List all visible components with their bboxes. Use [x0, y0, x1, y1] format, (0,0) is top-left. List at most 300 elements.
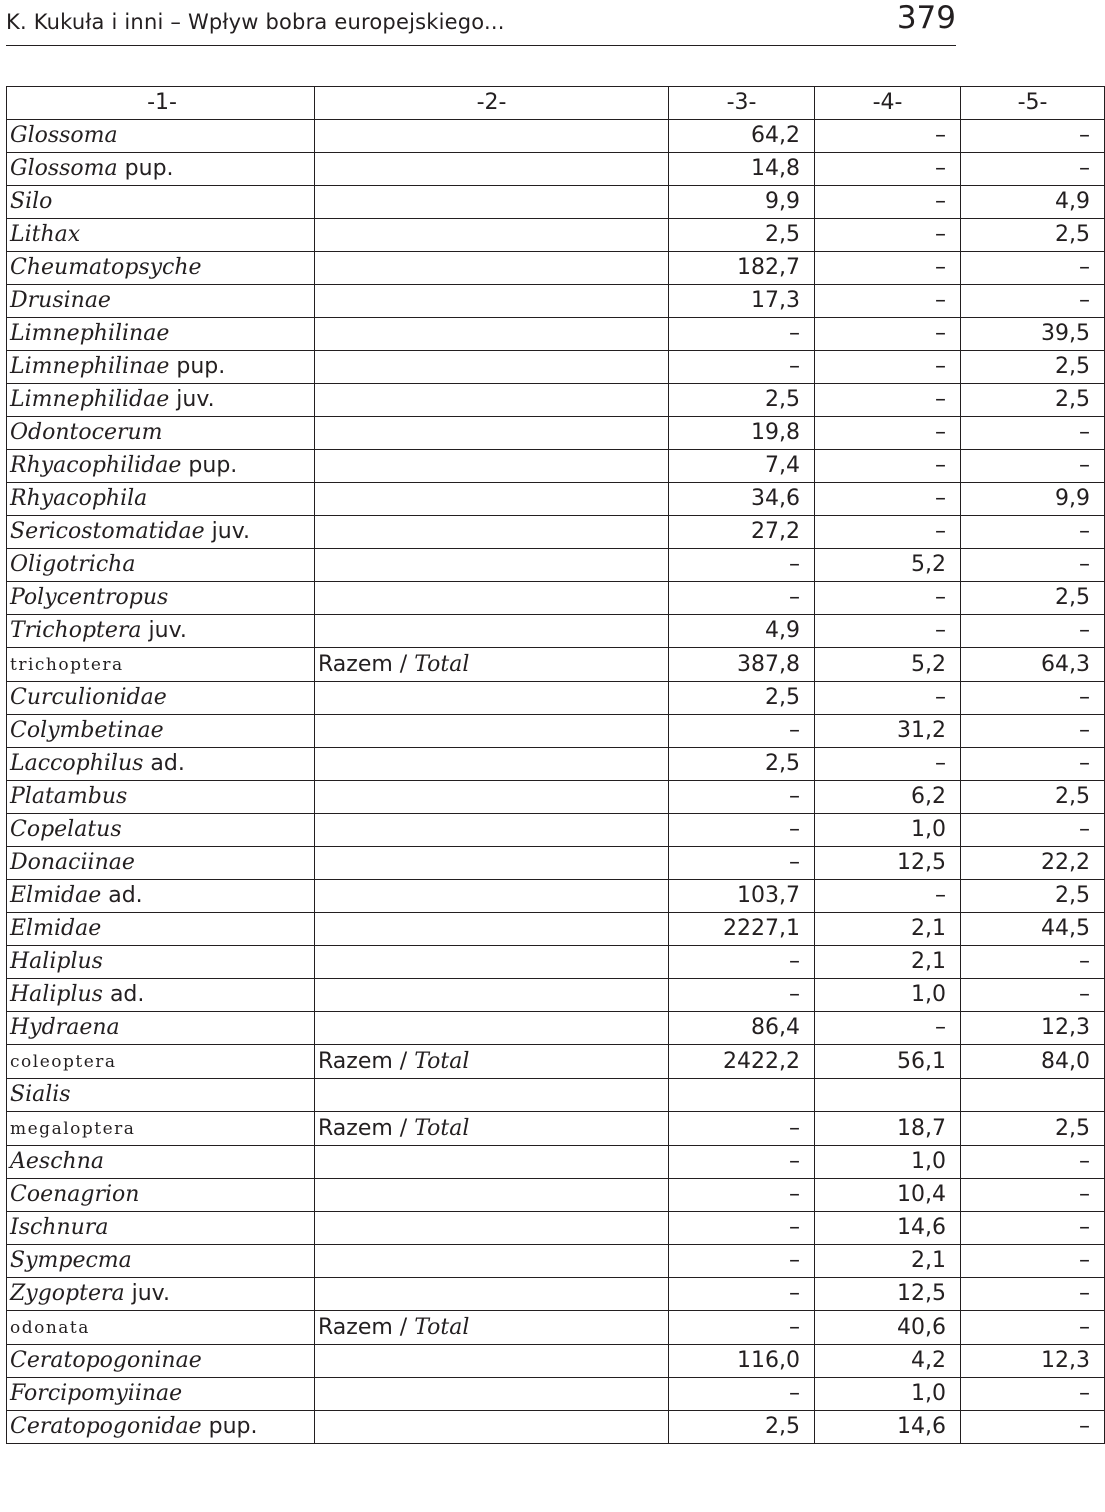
- taxon-cell: [7, 384, 315, 417]
- total-row: [7, 648, 1105, 682]
- total-label-cell: [315, 715, 669, 748]
- value-cell-c5: 2,5: [961, 582, 1105, 615]
- total-label-cell: [315, 582, 669, 615]
- value-cell-c3: 9,9: [669, 186, 815, 219]
- taxon-name: Oligotricha: [10, 552, 136, 577]
- taxon-name: Haliplus: [10, 949, 103, 974]
- table-row: [7, 153, 1105, 186]
- value-cell-c4: 2,1: [815, 913, 961, 946]
- value-cell-c5: –: [961, 549, 1105, 582]
- table-row: [7, 847, 1105, 880]
- taxon-cell: [7, 186, 315, 219]
- total-label-cell: [315, 1112, 669, 1146]
- value-cell-c4: –: [815, 615, 961, 648]
- value-cell-c3: –: [669, 979, 815, 1012]
- value-cell-c4: 2,1: [815, 946, 961, 979]
- taxon-cell: [7, 1212, 315, 1245]
- column-header: -5-: [961, 87, 1105, 120]
- value-cell-c5: 22,2: [961, 847, 1105, 880]
- taxon-stage: ad.: [143, 751, 185, 776]
- taxon-cell: [7, 1112, 315, 1146]
- taxon-cell: [7, 1179, 315, 1212]
- table-row: [7, 450, 1105, 483]
- value-cell-c5: –: [961, 417, 1105, 450]
- value-cell-c4: –: [815, 417, 961, 450]
- taxon-cell: [7, 946, 315, 979]
- taxon-cell: [7, 913, 315, 946]
- value-cell-c4: –: [815, 450, 961, 483]
- taxon-cell: [7, 1079, 315, 1112]
- table-row: [7, 186, 1105, 219]
- table-row: [7, 483, 1105, 516]
- value-cell-c5: 84,0: [961, 1045, 1105, 1079]
- taxon-cell: [7, 285, 315, 318]
- total-label-cell: [315, 1378, 669, 1411]
- value-cell-c4: 1,0: [815, 814, 961, 847]
- column-header: -4-: [815, 87, 961, 120]
- value-cell-c3: 2422,2: [669, 1045, 815, 1079]
- taxon-cell: [7, 219, 315, 252]
- total-label-cell: [315, 814, 669, 847]
- taxon-cell: [7, 1411, 315, 1444]
- value-cell-c3: 4,9: [669, 615, 815, 648]
- table-row: [7, 582, 1105, 615]
- taxon-stage: ad.: [102, 982, 145, 1007]
- value-cell-c5: –: [961, 1146, 1105, 1179]
- total-label-cell: [315, 351, 669, 384]
- value-cell-c3: 27,2: [669, 516, 815, 549]
- value-cell-c5: –: [961, 516, 1105, 549]
- total-label-cell: [315, 847, 669, 880]
- taxon-cell: [7, 450, 315, 483]
- value-cell-c3: –: [669, 1212, 815, 1245]
- value-cell-c4: –: [815, 880, 961, 913]
- value-cell-c5: –: [961, 252, 1105, 285]
- taxon-cell: [7, 1245, 315, 1278]
- page-header: [6, 0, 956, 46]
- taxon-cell: [7, 516, 315, 549]
- total-label-cell: [315, 1411, 669, 1444]
- table-row: [7, 1278, 1105, 1311]
- value-cell-c3: 14,8: [669, 153, 815, 186]
- taxon-name: Limnephilinae: [10, 354, 170, 379]
- total-label-cell: [315, 318, 669, 351]
- taxon-name: Glossoma: [10, 156, 118, 181]
- value-cell-c3: 17,3: [669, 285, 815, 318]
- table-row: [7, 219, 1105, 252]
- total-label: Razem /: [318, 1314, 415, 1340]
- value-cell-c5: –: [961, 1311, 1105, 1345]
- taxon-cell: [7, 1311, 315, 1345]
- value-cell-c3: –: [669, 715, 815, 748]
- taxon-name: Colymbetinae: [10, 718, 164, 743]
- taxon-name: Rhyacophilidae: [10, 453, 182, 478]
- total-label-cell: [315, 1245, 669, 1278]
- taxon-name: Rhyacophila: [10, 486, 148, 511]
- column-header: -2-: [315, 87, 669, 120]
- taxon-name: Limnephilidae: [10, 387, 170, 412]
- value-cell-c5: –: [961, 1411, 1105, 1444]
- value-cell-c5: 12,3: [961, 1345, 1105, 1378]
- table-row: [7, 516, 1105, 549]
- taxon-cell: [7, 582, 315, 615]
- taxon-cell: [7, 1045, 315, 1079]
- value-cell-c4: 4,2: [815, 1345, 961, 1378]
- value-cell-c5: –: [961, 615, 1105, 648]
- value-cell-c5: [961, 1079, 1105, 1112]
- value-cell-c5: –: [961, 1179, 1105, 1212]
- value-cell-c4: 12,5: [815, 1278, 961, 1311]
- total-label-cell: [315, 384, 669, 417]
- table-row: [7, 880, 1105, 913]
- table-row: [7, 946, 1105, 979]
- taxon-name: Donaciinae: [10, 850, 135, 875]
- total-label-cell: [315, 1311, 669, 1345]
- value-cell-c3: 387,8: [669, 648, 815, 682]
- value-cell-c5: –: [961, 979, 1105, 1012]
- taxon-name: Ischnura: [10, 1215, 109, 1240]
- total-label-cell: [315, 1212, 669, 1245]
- value-cell-c3: 2,5: [669, 682, 815, 715]
- value-cell-c5: –: [961, 748, 1105, 781]
- column-header: -3-: [669, 87, 815, 120]
- taxon-name: Cheumatopsyche: [10, 255, 202, 280]
- taxon-cell: [7, 814, 315, 847]
- total-label: Razem /: [318, 651, 415, 677]
- table-row: [7, 1411, 1105, 1444]
- group-name: odonata: [10, 1318, 90, 1338]
- value-cell-c5: 2,5: [961, 351, 1105, 384]
- value-cell-c4: –: [815, 153, 961, 186]
- table-row: [7, 979, 1105, 1012]
- table-row: [7, 120, 1105, 153]
- value-cell-c4: –: [815, 682, 961, 715]
- value-cell-c4: 14,6: [815, 1411, 961, 1444]
- value-cell-c4: 14,6: [815, 1212, 961, 1245]
- taxon-name: Drusinae: [10, 288, 111, 313]
- table-row: [7, 1378, 1105, 1411]
- table-row: [7, 913, 1105, 946]
- value-cell-c4: 40,6: [815, 1311, 961, 1345]
- value-cell-c4: 10,4: [815, 1179, 961, 1212]
- table-row: [7, 318, 1105, 351]
- value-cell-c4: –: [815, 351, 961, 384]
- value-cell-c4: 12,5: [815, 847, 961, 880]
- running-title: K. Kukuła i inni – Wpływ bobra europejskiego...: [6, 10, 505, 34]
- group-name: trichoptera: [10, 655, 124, 675]
- value-cell-c4: 5,2: [815, 648, 961, 682]
- value-cell-c4: –: [815, 186, 961, 219]
- taxon-name: Platambus: [10, 784, 128, 809]
- taxon-stage: pup.: [117, 156, 174, 181]
- taxon-cell: [7, 1012, 315, 1045]
- value-cell-c3: –: [669, 946, 815, 979]
- total-label-cell: [315, 648, 669, 682]
- value-cell-c3: –: [669, 1311, 815, 1345]
- taxon-name: Sialis: [10, 1082, 71, 1107]
- table-row: [7, 549, 1105, 582]
- value-cell-c3: 182,7: [669, 252, 815, 285]
- taxon-cell: [7, 781, 315, 814]
- taxon-name: Lithax: [10, 222, 81, 247]
- value-cell-c5: –: [961, 1212, 1105, 1245]
- taxon-cell: [7, 615, 315, 648]
- total-label-cell: [315, 120, 669, 153]
- taxon-stage: ad.: [101, 883, 143, 908]
- taxa-table: [6, 86, 1105, 1444]
- total-label-cell: [315, 880, 669, 913]
- total-label-cell: [315, 483, 669, 516]
- table-row: [7, 417, 1105, 450]
- value-cell-c5: –: [961, 450, 1105, 483]
- value-cell-c5: –: [961, 153, 1105, 186]
- value-cell-c4: –: [815, 252, 961, 285]
- value-cell-c5: 12,3: [961, 1012, 1105, 1045]
- value-cell-c3: –: [669, 549, 815, 582]
- page-number: 379: [896, 0, 956, 36]
- value-cell-c3: –: [669, 1146, 815, 1179]
- value-cell-c3: –: [669, 318, 815, 351]
- value-cell-c4: –: [815, 384, 961, 417]
- table-row: [7, 1345, 1105, 1378]
- taxon-name: Trichoptera: [10, 618, 142, 643]
- total-label-cell: [315, 252, 669, 285]
- taxon-stage: juv.: [124, 1281, 170, 1306]
- taxon-name: Ceratopogoninae: [10, 1348, 202, 1373]
- value-cell-c4: 1,0: [815, 1378, 961, 1411]
- value-cell-c5: –: [961, 1278, 1105, 1311]
- total-row: [7, 1045, 1105, 1079]
- value-cell-c4: –: [815, 582, 961, 615]
- taxon-name: Haliplus: [10, 982, 103, 1007]
- taxon-cell: [7, 1345, 315, 1378]
- value-cell-c5: –: [961, 1378, 1105, 1411]
- taxon-cell: [7, 318, 315, 351]
- taxon-cell: [7, 1278, 315, 1311]
- taxon-name: Zygoptera: [10, 1281, 125, 1306]
- taxon-cell: [7, 1378, 315, 1411]
- taxon-name: Ceratopogonidae: [10, 1414, 202, 1439]
- table-row: [7, 384, 1105, 417]
- value-cell-c4: –: [815, 1012, 961, 1045]
- total-label-cell: [315, 1012, 669, 1045]
- value-cell-c3: –: [669, 1179, 815, 1212]
- total-label-cell: [315, 186, 669, 219]
- taxon-name: Sericostomatidae: [10, 519, 205, 544]
- value-cell-c5: –: [961, 1245, 1105, 1278]
- value-cell-c3: –: [669, 847, 815, 880]
- value-cell-c5: 9,9: [961, 483, 1105, 516]
- value-cell-c3: 2,5: [669, 1411, 815, 1444]
- total-label-cell: [315, 516, 669, 549]
- taxon-name: Laccophilus: [10, 751, 144, 776]
- total-label-cell: [315, 153, 669, 186]
- value-cell-c4: –: [815, 748, 961, 781]
- table-row: [7, 682, 1105, 715]
- taxon-name: Copelatus: [10, 817, 122, 842]
- taxon-stage: juv.: [141, 618, 187, 643]
- table-row: [7, 285, 1105, 318]
- header-rule: [6, 45, 956, 46]
- value-cell-c5: 39,5: [961, 318, 1105, 351]
- table-row: [7, 615, 1105, 648]
- value-cell-c5: 2,5: [961, 880, 1105, 913]
- table-row: [7, 814, 1105, 847]
- taxon-name: Forcipomyiinae: [10, 1381, 183, 1406]
- value-cell-c3: –: [669, 1245, 815, 1278]
- taxon-name: Limnephilinae: [10, 321, 170, 346]
- taxon-cell: [7, 351, 315, 384]
- total-label-cell: [315, 219, 669, 252]
- total-label-cell: [315, 979, 669, 1012]
- value-cell-c4: –: [815, 483, 961, 516]
- total-label: Razem /: [318, 1115, 415, 1141]
- value-cell-c4: 31,2: [815, 715, 961, 748]
- taxon-stage: pup.: [181, 453, 238, 478]
- total-label: Razem /: [318, 1048, 415, 1074]
- value-cell-c3: [669, 1079, 815, 1112]
- total-label-cell: [315, 682, 669, 715]
- taxon-name: Coenagrion: [10, 1182, 140, 1207]
- value-cell-c3: 2227,1: [669, 913, 815, 946]
- total-label-cell: [315, 285, 669, 318]
- value-cell-c5: –: [961, 946, 1105, 979]
- taxon-name: Elmidae: [10, 916, 102, 941]
- total-label-italic: Total: [414, 651, 470, 677]
- value-cell-c5: 2,5: [961, 219, 1105, 252]
- total-row: [7, 1112, 1105, 1146]
- taxon-cell: [7, 847, 315, 880]
- value-cell-c3: 64,2: [669, 120, 815, 153]
- value-cell-c5: 64,3: [961, 648, 1105, 682]
- table-row: [7, 748, 1105, 781]
- taxon-cell: [7, 549, 315, 582]
- value-cell-c3: 2,5: [669, 748, 815, 781]
- total-label-cell: [315, 913, 669, 946]
- value-cell-c4: –: [815, 516, 961, 549]
- taxon-name: Curculionidae: [10, 685, 167, 710]
- value-cell-c4: –: [815, 219, 961, 252]
- total-label-cell: [315, 1278, 669, 1311]
- total-label-cell: [315, 748, 669, 781]
- taxon-cell: [7, 1146, 315, 1179]
- total-label-cell: [315, 1045, 669, 1079]
- value-cell-c5: –: [961, 285, 1105, 318]
- value-cell-c3: 86,4: [669, 1012, 815, 1045]
- value-cell-c4: 1,0: [815, 979, 961, 1012]
- taxon-cell: [7, 748, 315, 781]
- value-cell-c3: 103,7: [669, 880, 815, 913]
- table-row: [7, 781, 1105, 814]
- taxon-cell: [7, 979, 315, 1012]
- taxon-cell: [7, 682, 315, 715]
- value-cell-c4: 6,2: [815, 781, 961, 814]
- value-cell-c4: 56,1: [815, 1045, 961, 1079]
- value-cell-c5: –: [961, 120, 1105, 153]
- taxon-cell: [7, 417, 315, 450]
- value-cell-c3: –: [669, 1278, 815, 1311]
- value-cell-c3: 116,0: [669, 1345, 815, 1378]
- column-header: -1-: [7, 87, 315, 120]
- value-cell-c3: 2,5: [669, 219, 815, 252]
- value-cell-c4: –: [815, 285, 961, 318]
- taxon-stage: juv.: [169, 387, 215, 412]
- value-cell-c5: 2,5: [961, 781, 1105, 814]
- total-label-cell: [315, 1179, 669, 1212]
- total-label-cell: [315, 1345, 669, 1378]
- taxon-cell: [7, 120, 315, 153]
- taxon-name: Elmidae: [10, 883, 102, 908]
- value-cell-c4: 18,7: [815, 1112, 961, 1146]
- taxon-cell: [7, 715, 315, 748]
- taxon-cell: [7, 880, 315, 913]
- taxon-cell: [7, 252, 315, 285]
- table-row: [7, 1146, 1105, 1179]
- taxon-name: Sympecma: [10, 1248, 132, 1273]
- total-label-cell: [315, 549, 669, 582]
- value-cell-c4: 2,1: [815, 1245, 961, 1278]
- value-cell-c3: 34,6: [669, 483, 815, 516]
- taxon-cell: [7, 153, 315, 186]
- value-cell-c5: –: [961, 715, 1105, 748]
- table-row: [7, 1079, 1105, 1112]
- total-label-cell: [315, 946, 669, 979]
- table-row: [7, 1212, 1105, 1245]
- value-cell-c4: 1,0: [815, 1146, 961, 1179]
- total-label-cell: [315, 450, 669, 483]
- value-cell-c3: –: [669, 814, 815, 847]
- value-cell-c3: –: [669, 1112, 815, 1146]
- value-cell-c3: 19,8: [669, 417, 815, 450]
- total-label-italic: Total: [414, 1048, 470, 1074]
- value-cell-c5: 4,9: [961, 186, 1105, 219]
- total-label-cell: [315, 781, 669, 814]
- group-name: coleoptera: [10, 1052, 117, 1072]
- value-cell-c3: –: [669, 582, 815, 615]
- table-row: [7, 1245, 1105, 1278]
- group-name: megaloptera: [10, 1119, 136, 1139]
- value-cell-c3: 2,5: [669, 384, 815, 417]
- value-cell-c3: 7,4: [669, 450, 815, 483]
- taxon-name: Odontocerum: [10, 420, 163, 445]
- total-label-cell: [315, 615, 669, 648]
- value-cell-c5: –: [961, 814, 1105, 847]
- taxon-name: Aeschna: [10, 1149, 104, 1174]
- taxon-cell: [7, 648, 315, 682]
- value-cell-c5: 2,5: [961, 1112, 1105, 1146]
- total-label-cell: [315, 417, 669, 450]
- taxon-name: Polycentropus: [10, 585, 169, 610]
- value-cell-c5: 44,5: [961, 913, 1105, 946]
- value-cell-c4: –: [815, 318, 961, 351]
- taxon-stage: pup.: [201, 1414, 258, 1439]
- table-row: [7, 715, 1105, 748]
- value-cell-c4: 5,2: [815, 549, 961, 582]
- value-cell-c4: [815, 1079, 961, 1112]
- value-cell-c4: –: [815, 120, 961, 153]
- total-label-italic: Total: [414, 1115, 470, 1141]
- taxon-stage: juv.: [204, 519, 251, 544]
- table-row: [7, 252, 1105, 285]
- total-label-italic: Total: [414, 1314, 470, 1340]
- value-cell-c5: 2,5: [961, 384, 1105, 417]
- value-cell-c3: –: [669, 781, 815, 814]
- table-row: [7, 1012, 1105, 1045]
- value-cell-c3: –: [669, 1378, 815, 1411]
- taxon-name: Hydraena: [10, 1015, 120, 1040]
- table-row: [7, 1179, 1105, 1212]
- taxon-name: Glossoma: [10, 123, 118, 148]
